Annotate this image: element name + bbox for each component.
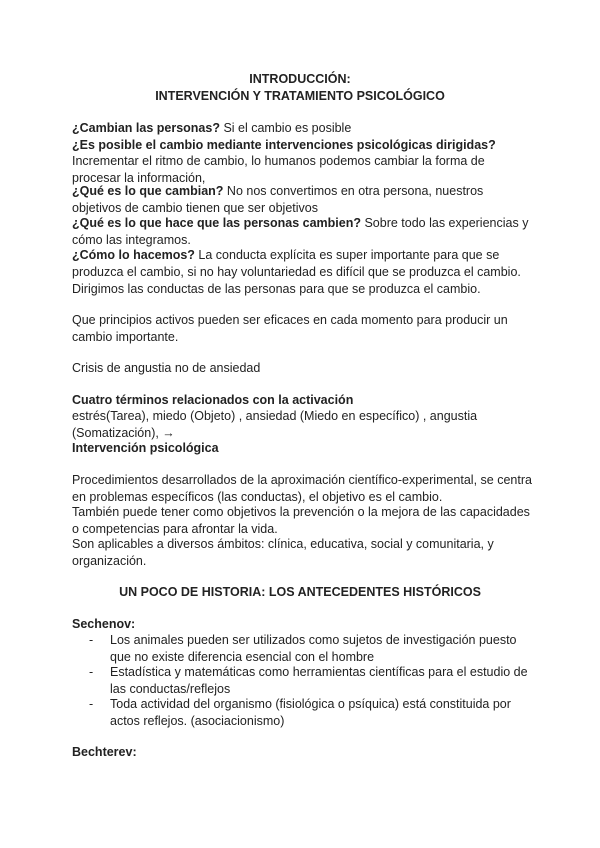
qa-incrementar (72, 153, 532, 187)
bullet-dash: - (89, 665, 94, 679)
question: ¿Cómo lo hacemos? (72, 248, 195, 262)
question: ¿Qué es lo que hace que las personas cambien? (72, 216, 361, 230)
heading-bechterev: Bechterev: (72, 745, 137, 759)
qa-que-cambian (72, 183, 532, 217)
paragraph-principios: Que principios activos pueden ser eficaces en cada momento para producir un cambio importante. (72, 313, 508, 344)
answer: No nos convertimos en otra persona, nuestros objetivos de cambio tienen que ser objetivos (72, 184, 484, 215)
heading-sechenov: Sechenov: (72, 617, 136, 631)
qa-como (72, 247, 532, 298)
question: ¿Qué es lo que cambian? (72, 184, 224, 198)
qa-que-hace (72, 215, 532, 249)
bullet-dash: - (89, 633, 94, 647)
heading-activacion: Cuatro términos relacionados con la activación (72, 393, 354, 407)
paragraph-prevencion: También puede tener como objetivos la prevención o la mejora de las capacidades o competencias para afrontar la vida. (72, 505, 530, 536)
answer: Si el cambio es posible (219, 121, 352, 135)
list-item-text: Estadística y matemáticas como herramientas científicas para el estudio de las conductas/reflejos (110, 665, 528, 696)
paragraph-activacion: estrés(Tarea), miedo (Objeto) , ansiedad (Miedo en específico) , angustia (Somatización), → (72, 409, 478, 440)
bullet-dash: - (89, 697, 94, 711)
document-title-line1: INTRODUCCIÓN: (249, 72, 351, 86)
paragraph-procedimientos: Procedimientos desarrollados de la aproximación científico-experimental, se centra en problemas específicos (las conductas), el objetivo es el cambio. (72, 473, 532, 504)
answer: Sobre todo las experiencias y cómo las integramos. (72, 216, 529, 247)
list-item-text: Los animales pueden ser utilizados como sujetos de investigación puesto que no existe diferencia esencial con el hombre (110, 633, 517, 664)
list-item-text: Toda actividad del organismo (fisiológica o psíquica) está constituida por actos reflejos. (asociacionismo) (110, 697, 511, 728)
answer: Incrementar el ritmo de cambio, lo humanos podemos cambiar la forma de procesar la información, (72, 154, 485, 185)
paragraph-ambitos: Son aplicables a diversos ámbitos: clínica, educativa, social y comunitaria, y organización. (72, 537, 494, 568)
question: ¿Cambian las personas? (72, 121, 220, 135)
question: ¿Es posible el cambio mediante intervenciones psicológicas dirigidas? (72, 138, 496, 152)
heading-intervencion: Intervención psicológica (72, 441, 219, 455)
heading-historia: UN POCO DE HISTORIA: LOS ANTECEDENTES HISTÓRICOS (119, 585, 481, 599)
paragraph-crisis: Crisis de angustia no de ansiedad (72, 361, 261, 375)
document-title-line2: INTERVENCIÓN Y TRATAMIENTO PSICOLÓGICO (155, 89, 445, 103)
qa-cambian (72, 120, 532, 137)
answer: La conducta explícita es super importante para que se produzca el cambio, si no hay voluntariedad es difícil que se produzca el cambio. Dirigimos las conductas de las personas para que se produzca el cambio. (72, 248, 521, 296)
qa-posible (72, 137, 532, 154)
